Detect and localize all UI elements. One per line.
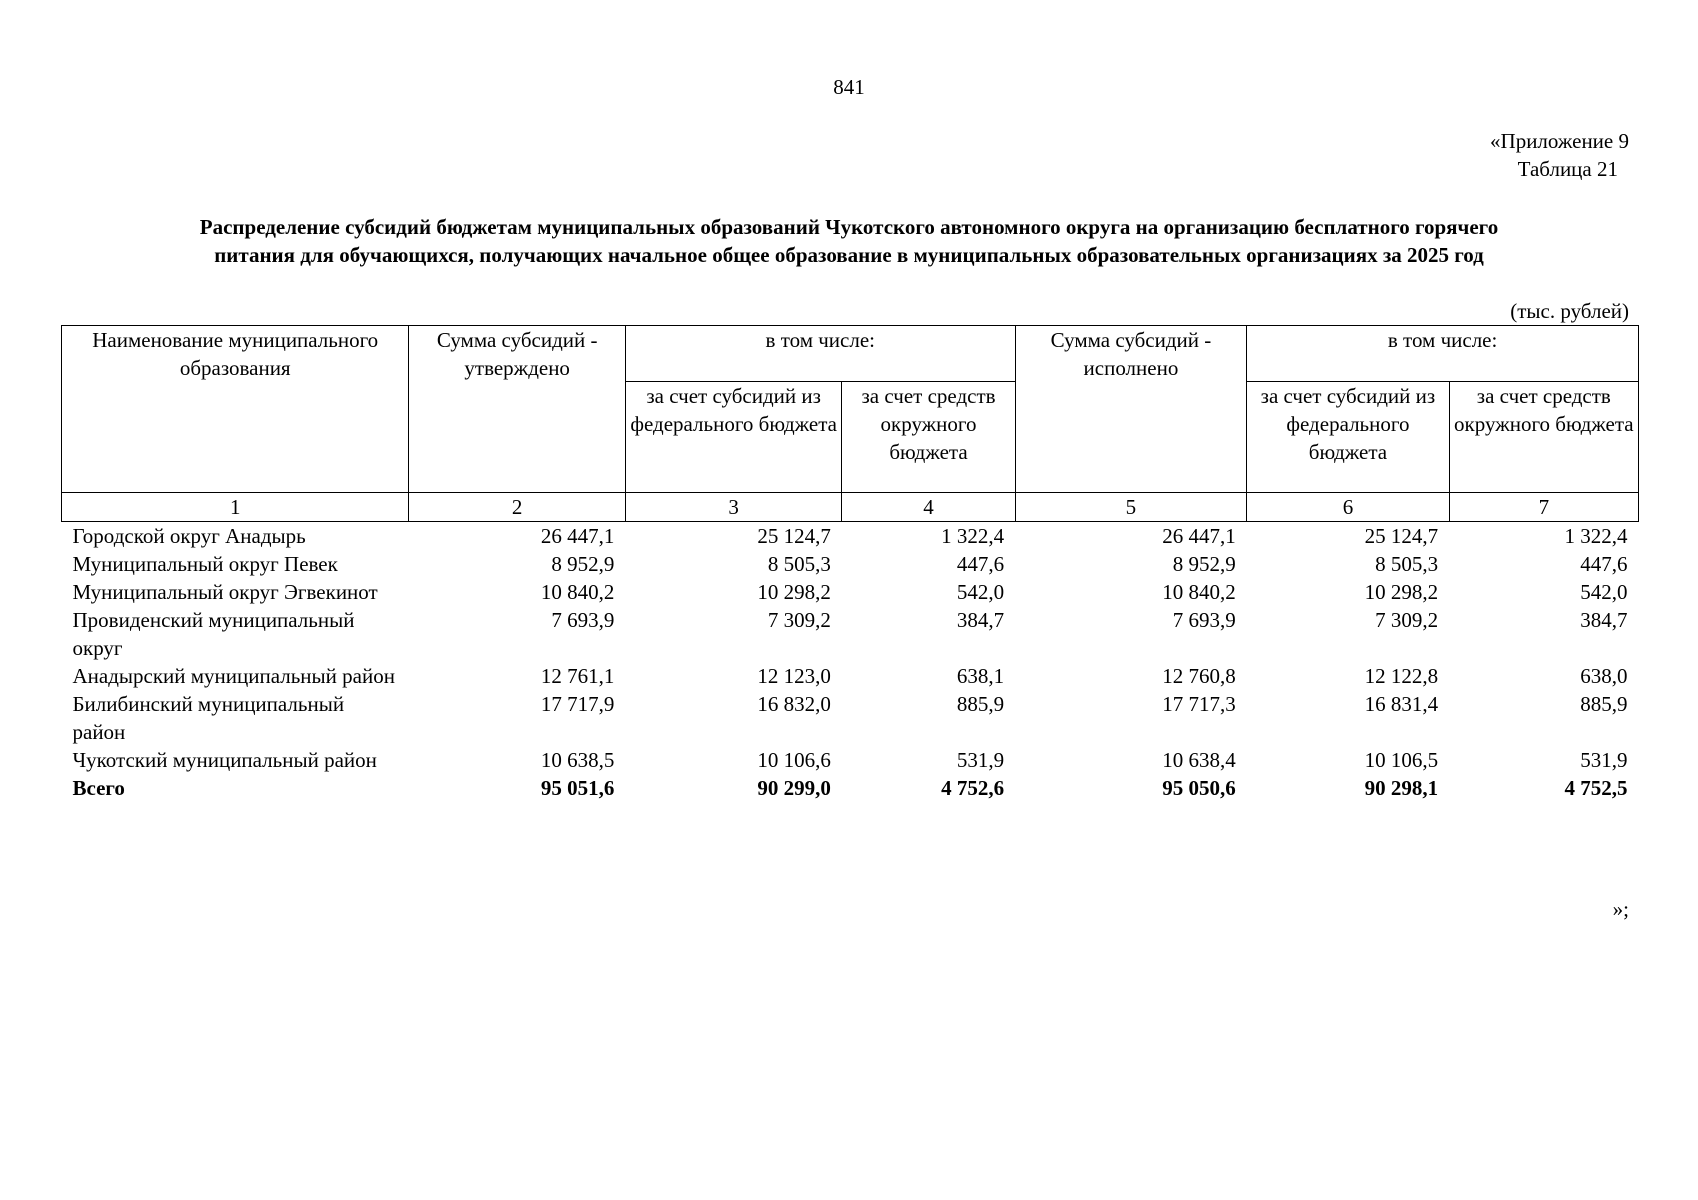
table-row: [62, 662, 1639, 690]
header-including-approved: в том числе:: [625, 326, 1015, 382]
approved-federal: 10 298,2: [757, 580, 831, 604]
document-title: [60, 213, 1638, 269]
table-number: Таблица 21: [1517, 157, 1618, 181]
executed-federal: 7 309,2: [1375, 608, 1439, 632]
total-executed-amount: 95 050,6: [1162, 776, 1236, 800]
header-approved: Сумма субсидий - утверждено: [409, 326, 626, 493]
units-label: (тыс. рублей): [1510, 299, 1629, 323]
approved-federal: 12 123,0: [757, 664, 831, 688]
header-district-executed: за счет средств окружного бюджета: [1449, 382, 1638, 493]
approved-district: 447,6: [956, 552, 1005, 576]
approved-district: 384,7: [956, 608, 1005, 632]
executed-amount: 17 717,3: [1162, 692, 1236, 716]
total-label: Всего: [72, 776, 125, 800]
table-row: [62, 746, 1639, 774]
executed-federal: 12 122,8: [1364, 664, 1439, 688]
approved-amount: 7 693,9: [551, 608, 615, 632]
approved-district: 542,0: [956, 580, 1005, 604]
header-federal-approved: за счет субсидий из федерального бюджета: [625, 382, 842, 493]
municipality-name: Городской округ Анадырь: [72, 524, 306, 548]
municipality-name: Билибинский муниципальный район: [72, 692, 345, 744]
executed-district: 885,9: [1580, 692, 1628, 716]
header-district-approved: за счет средств окружного бюджета: [842, 382, 1015, 493]
executed-federal: 25 124,7: [1364, 524, 1439, 548]
approved-district: 638,1: [956, 664, 1005, 688]
column-number: 4: [842, 493, 1015, 522]
executed-district: 531,9: [1580, 748, 1628, 772]
column-number: 1: [62, 493, 409, 522]
total-executed-federal: 90 298,1: [1364, 776, 1439, 800]
column-number: 6: [1247, 493, 1449, 522]
executed-amount: 12 760,8: [1162, 664, 1236, 688]
executed-amount: 10 840,2: [1162, 580, 1236, 604]
executed-federal: 8 505,3: [1375, 552, 1439, 576]
municipality-name: Чукотский муниципальный район: [72, 748, 377, 772]
approved-amount: 10 638,5: [540, 748, 615, 772]
title-line-1: Распределение субсидий бюджетам муниципальных образований Чукотского автономного округа на организацию бесплатного горячего: [199, 215, 1499, 239]
page-number: 841: [833, 75, 865, 99]
approved-district: 885,9: [956, 692, 1005, 716]
column-number: 2: [409, 493, 626, 522]
header-federal-executed: за счет субсидий из федерального бюджета: [1247, 382, 1449, 493]
municipality-name: Анадырский муниципальный район: [72, 664, 395, 688]
executed-federal: 10 298,2: [1364, 580, 1439, 604]
executed-amount: 26 447,1: [1162, 524, 1236, 548]
column-number: 3: [625, 493, 842, 522]
executed-district: 447,6: [1580, 552, 1628, 576]
header-executed: Сумма субсидий - исполнено: [1015, 326, 1247, 493]
appendix-label: «Приложение 9: [1490, 129, 1629, 153]
municipality-name: Муниципальный округ Певек: [72, 552, 338, 576]
approved-federal: 8 505,3: [767, 552, 831, 576]
executed-federal: 16 831,4: [1364, 692, 1439, 716]
subsidy-table: [61, 325, 1639, 802]
approved-amount: 26 447,1: [540, 524, 615, 548]
executed-amount: 10 638,4: [1162, 748, 1236, 772]
approved-federal: 16 832,0: [757, 692, 831, 716]
table-row: [62, 606, 1639, 662]
approved-amount: 12 761,1: [540, 664, 615, 688]
approved-amount: 17 717,9: [540, 692, 615, 716]
municipality-name: Провиденский муниципальный округ: [72, 608, 355, 660]
executed-amount: 8 952,9: [1172, 552, 1236, 576]
executed-district: 384,7: [1580, 608, 1628, 632]
approved-federal: 10 106,6: [757, 748, 831, 772]
approved-amount: 10 840,2: [540, 580, 615, 604]
executed-district: 542,0: [1580, 580, 1628, 604]
header-including-executed: в том числе:: [1247, 326, 1639, 382]
total-approved-district: 4 752,6: [941, 776, 1005, 800]
approved-district: 531,9: [956, 748, 1005, 772]
total-approved-amount: 95 051,6: [540, 776, 615, 800]
executed-district: 638,0: [1580, 664, 1628, 688]
table-row: [62, 522, 1639, 551]
executed-district: 1 322,4: [1564, 524, 1628, 548]
total-approved-federal: 90 299,0: [757, 776, 831, 800]
approved-district: 1 322,4: [941, 524, 1005, 548]
column-number: 7: [1449, 493, 1638, 522]
executed-federal: 10 106,5: [1364, 748, 1439, 772]
approved-amount: 8 952,9: [551, 552, 615, 576]
title-line-2: питания для обучающихся, получающих начальное общее образование в муниципальных образовательных организациях за 2025 год: [214, 243, 1484, 267]
column-number: 5: [1015, 493, 1247, 522]
table-row: [62, 578, 1639, 606]
header-name: Наименование муниципального образования: [62, 326, 409, 493]
executed-amount: 7 693,9: [1172, 608, 1236, 632]
total-executed-district: 4 752,5: [1564, 776, 1628, 800]
municipality-name: Муниципальный округ Эгвекинот: [72, 580, 378, 604]
table-row: [62, 690, 1639, 746]
approved-federal: 7 309,2: [767, 608, 831, 632]
total-row: [62, 774, 1639, 802]
table-row: [62, 550, 1639, 578]
approved-federal: 25 124,7: [757, 524, 831, 548]
closing-quote: »;: [1612, 897, 1629, 921]
